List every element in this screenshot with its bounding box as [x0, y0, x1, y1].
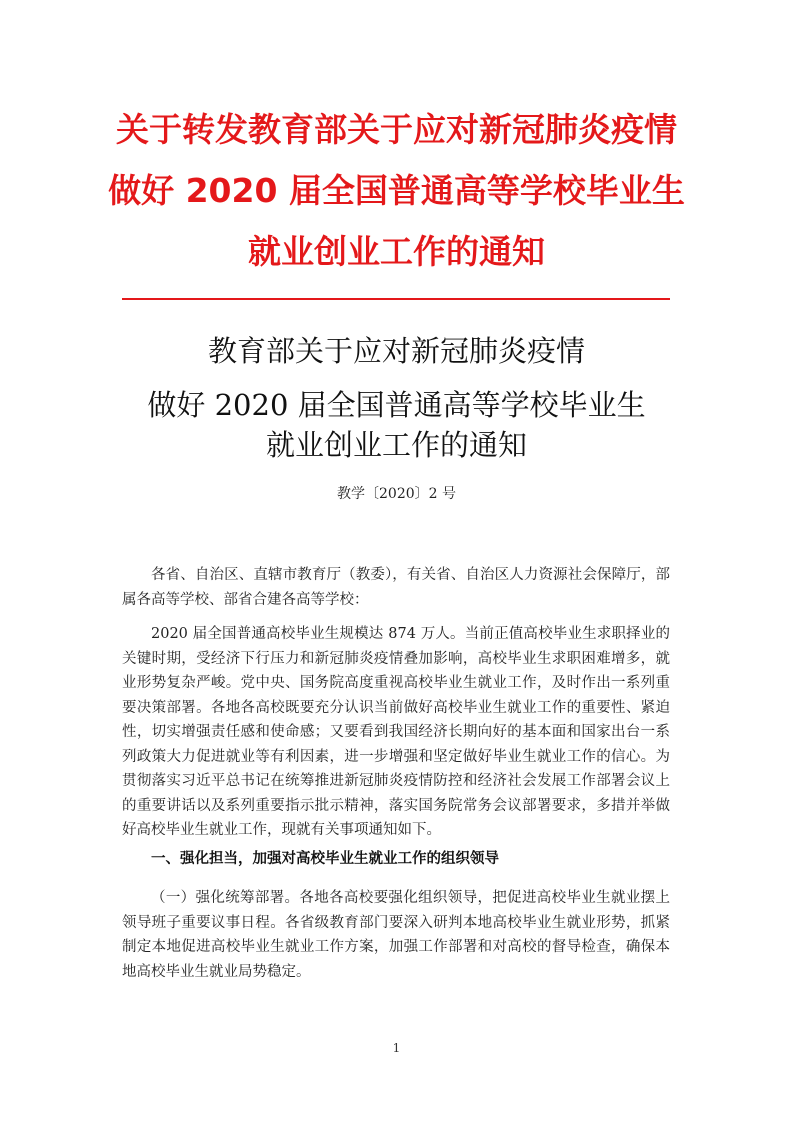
section-heading-1: 一、强化担当，加强对高校毕业生就业工作的组织领导: [151, 851, 499, 867]
notice-title-line-1: 教育部关于应对新冠肺炎疫情: [207, 334, 585, 368]
forwarding-title-line-2: 做好 2020 届全国普通高等学校毕业生: [108, 171, 685, 210]
notice-title-line-3: 就业创业工作的通知: [265, 428, 527, 462]
addressee-paragraph: 各省、自治区、直辖市教育厅（教委），有关省、自治区人力资源社会保障厅，部属各高等学校、部省合建各高等学校：: [122, 567, 670, 608]
notice-title-line-2: 做好 2020 届全国普通高等学校毕业生: [147, 388, 646, 422]
page-number: 1: [392, 1041, 401, 1055]
intro-paragraph: 2020 届全国普通高校毕业生规模达 874 万人。当前正值高校毕业生求职择业的关键时期，受经济下行压力和新冠肺炎疫情叠加影响，高校毕业生求职困难增多，就业形势复杂严峻。党中央、国务院高度重视高校毕业生就业工作，及时作出一系列重要决策部署。各地各高校既要充分认识当前做好高校毕业生就业工作的重要性、紧迫性，切实增强责任感和使命感；又要看到我国经济长期向好的基本面和国家出台一系列政策大力促进就业等有利因素，进一步增强和坚定做好毕业生就业工作的信心。为贯彻落实习近平总书记在统筹推进新冠肺炎疫情防控和经济社会发展工作部署会议上的重要讲话以及系列重要指示批示精神，落实国务院常务会议部署要求，多措并举做好高校毕业生就业工作，现就有关事项通知如下。: [122, 626, 670, 838]
forwarding-title-line-1: 关于转发教育部关于应对新冠肺炎疫情: [116, 110, 677, 149]
red-divider-line: [122, 298, 670, 300]
forwarding-title-line-3: 就业创业工作的通知: [248, 232, 545, 271]
section-1-paragraph-1: （一）强化统筹部署。各地各高校要强化组织领导，把促进高校毕业生就业摆上领导班子重要议事日程。各省级教育部门要深入研判本地高校毕业生就业形势，抓紧制定本地促进高校毕业生就业工作方案，加强工作部署和对高校的督导检查，确保本地高校毕业生就业局势稳定。: [122, 890, 670, 980]
document-number: 教学〔2020〕2 号: [337, 486, 456, 502]
